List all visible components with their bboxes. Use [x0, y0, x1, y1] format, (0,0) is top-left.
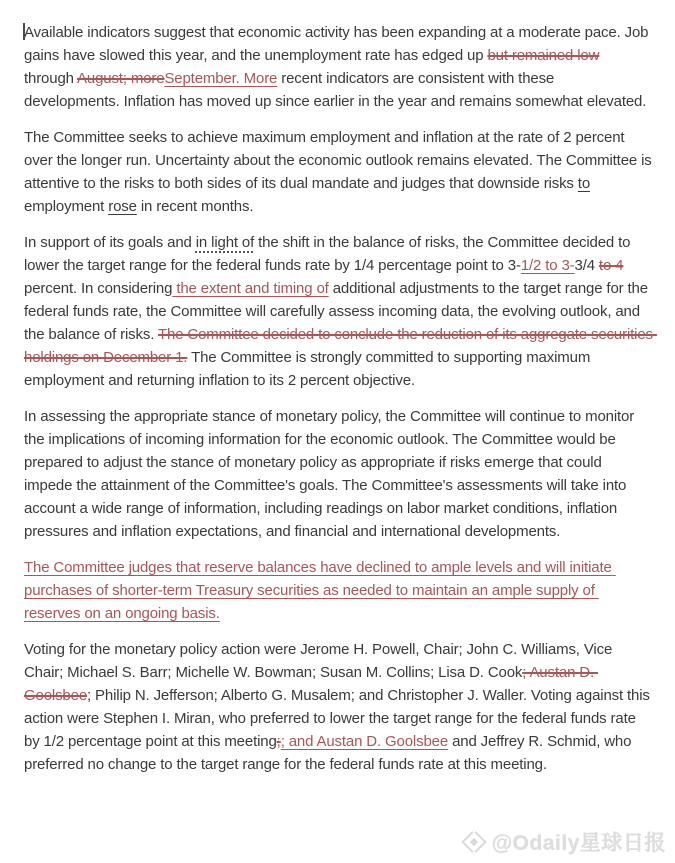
text-segment-insert: September. More [164, 70, 278, 87]
text-segment-normal: ; Philip N. Jefferson; Alberto G. Musalem; and Christopher J. Waller. Voting against this action were Stephen I. Miran, who preferred to lower the target range for the federal funds rate by 1/2 percentage point at this meeting [24, 687, 654, 750]
text-segment-normal: through [24, 47, 604, 87]
text-segment-normal: Available indicators suggest that economic activity has been expanding at a moderate pace. Job gains have slowed this year, and the unemployment rate has edged up [24, 24, 653, 64]
watermark-text: @Odaily星球日报 [491, 832, 666, 855]
text-segment-strike: ; Austan D. Goolsbee [24, 664, 599, 704]
text-segment-insert: 1/2 to 3- [520, 257, 575, 274]
odaily-logo-icon [461, 829, 487, 855]
text-segment-normal: In assessing the appropriate stance of monetary policy, the Committee will continue to monitor the implications of incoming information for the economic outlook. The Committee would be prepared to adjust the stance of monetary policy as appropriate if risks emerge that could impede the attainment of the Committee's goals. The Committee's assessments will take into account a wide range of information, including readings on labor market conditions, inflation pressures and inflation expectations, and financial and international developments. [24, 408, 639, 540]
text-segment-strike: but remained low [487, 47, 600, 64]
text-segment-normal: In support of its goals and [24, 234, 196, 251]
paragraph-5[interactable] [24, 556, 653, 625]
text-segment-normal: and Jeffrey R. Schmid, who preferred no change to the target range for the federal funds rate at this meeting. [24, 733, 636, 773]
text-segment-normal: 3/4 [574, 257, 599, 274]
text-cursor [23, 23, 25, 40]
text-segment-strike: The Committee decided to conclude the reduction of its aggregate securities holdings on December 1. [24, 326, 657, 366]
text-segment-strike: August; more [77, 70, 165, 87]
text-segment-normal: The Committee seeks to achieve maximum employment and inflation at the rate of 2 percent over the longer run. Uncertainty about the economic outlook remains elevated. The Committee is attentive to the risks to both sides of its dual mandate and judges that downside risks [24, 129, 656, 192]
paragraph-1[interactable] [24, 21, 653, 113]
paragraph-6[interactable] [24, 638, 653, 776]
text-segment-strike: to 4 [598, 257, 624, 274]
paragraph-2[interactable] [24, 126, 656, 218]
text-segment-insert: The Committee judges that reserve balances have declined to ample levels and will initiate purchases of shorter-term Treasury securities as needed to maintain an ample supply of reserves on an ongoing basis. [24, 559, 616, 622]
text-segment-dotted: in light of [195, 234, 255, 251]
text-segment-underline: to [577, 175, 591, 192]
text-segment-insert: the extent and timing of [172, 280, 329, 297]
text-segment-underline: rose [108, 198, 137, 215]
text-segment-strike: ; [276, 733, 281, 750]
text-segment-insert: ; and Austan D. Goolsbee [280, 733, 449, 750]
text-segment-normal: in recent months. [136, 198, 254, 215]
watermark [461, 827, 666, 857]
text-segment-normal: Voting for the monetary policy action were Jerome H. Powell, Chair; John C. Williams, Vice Chair; Michael S. Barr; Michelle W. Bowman; Susan M. Collins; Lisa D. Cook [24, 641, 617, 681]
text-segment-normal: employment [24, 175, 595, 215]
text-segment-normal: additional adjustments to the target range for the federal funds rate, the Committee will carefully assess incoming data, the evolving outlook, and the balance of risks. [24, 280, 652, 343]
text-segment-normal: the shift in the balance of risks, the Committee decided to lower the target range for the federal funds rate by 1/4 percentage point to 3- [24, 234, 635, 274]
text-segment-normal: recent indicators are consistent with these developments. Inflation has moved up since earlier in the year and remains somewhat elevated. [24, 70, 647, 110]
text-segment-normal: The Committee is strongly committed to supporting maximum employment and returning inflation to its 2 percent objective. [24, 349, 595, 389]
text-segment-normal: percent. In considering [24, 257, 628, 297]
paragraph-3[interactable] [24, 231, 657, 392]
paragraph-4[interactable] [24, 405, 653, 543]
